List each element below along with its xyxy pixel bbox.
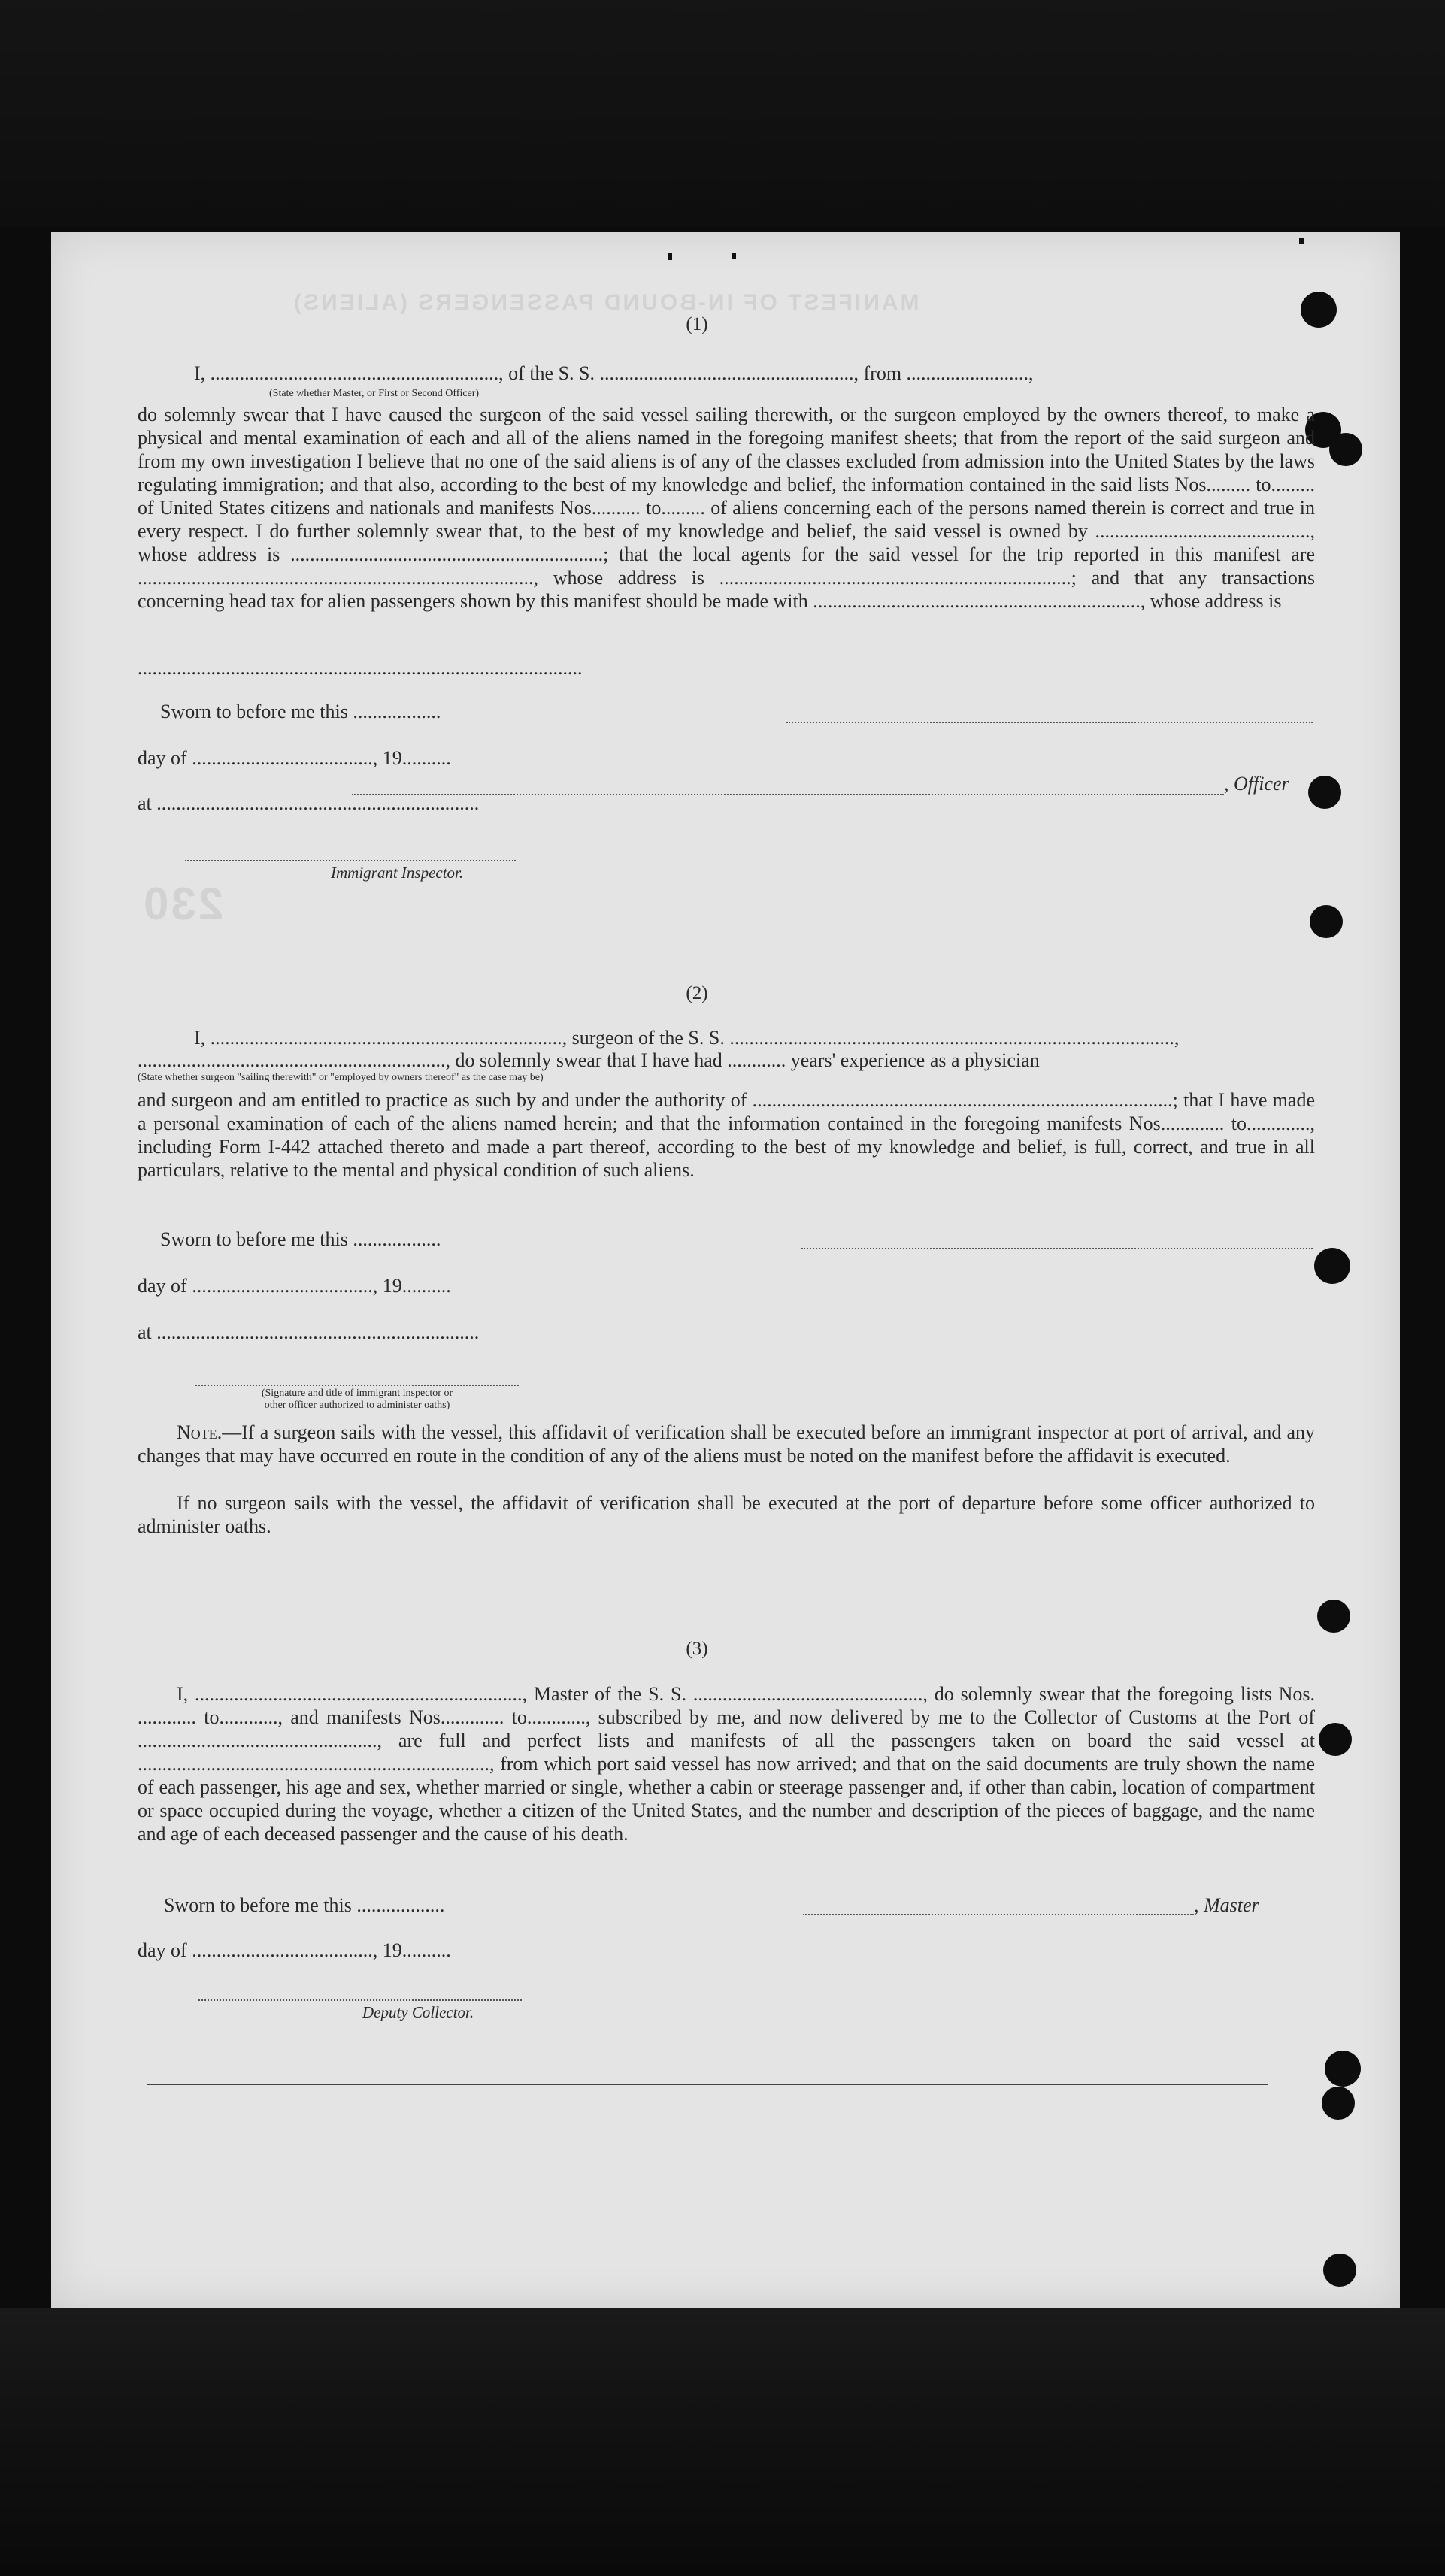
speck — [732, 253, 736, 259]
section-1-signature-line — [786, 722, 1313, 723]
speck — [668, 253, 672, 260]
speck — [1299, 238, 1304, 244]
section-2-line-1: I, ........................................................................, surgeon of the S. S. ..........................................................................................., — [194, 1027, 1180, 1049]
bleed-through-number: 230 — [141, 879, 224, 929]
bottom-rule — [147, 2084, 1268, 2085]
section-3-sworn: Sworn to before me this .................. — [164, 1894, 445, 1916]
punch-hole — [1329, 433, 1362, 466]
officer-label: Officer — [1234, 773, 1289, 795]
section-2-day: day of ....................................., 19.......... — [138, 1275, 451, 1297]
bleed-through-text: MANIFEST OF IN-BOUND PASSENGERS (ALIENS) — [292, 290, 919, 315]
manifest-page — [51, 232, 1400, 2308]
section-3-number: (3) — [686, 1639, 708, 1659]
section-1-officer-note: (State whether Master, or First or Second Officer) — [269, 388, 480, 399]
section-2-note-2: If no surgeon sails with the vessel, the affidavit of verification shall be executed at the port of departure before some officer authorized to administer oaths. — [138, 1492, 1315, 1537]
punch-hole — [1325, 2051, 1361, 2087]
section-1-at: at .................................................................. — [138, 792, 480, 814]
section-1-officer-label: , Officer — [1224, 773, 1289, 795]
section-2-number: (2) — [686, 983, 708, 1003]
section-1-line-1: I, ..........................................................., of the S. S. ...................................................., from ........................., — [194, 362, 1034, 384]
scan-background-top — [0, 0, 1445, 226]
section-2-sig-note-1: (Signature and title of immigrant inspector or — [261, 1388, 453, 1399]
section-1-day: day of ....................................., 19.......... — [138, 747, 451, 769]
section-2-body: and surgeon and am entitled to practice as such by and under the authority of ......................................................................................; that I have made a personal examination of each of the aliens named herein; and that the information contained in the foregoing manifests Nos............. to............., including Form I-442 attached thereto and made a part thereof, according to the best of my knowledge and belief, is full, correct, and true in all particulars, relative to the mental and physical condition of such aliens. — [138, 1089, 1315, 1181]
punch-hole — [1314, 1248, 1350, 1284]
section-1-inspector-label: Immigrant Inspector. — [331, 864, 464, 882]
section-2-at: at .................................................................. — [138, 1321, 480, 1343]
section-3-deputy-label: Deputy Collector. — [362, 2003, 474, 2021]
punch-hole — [1319, 1723, 1352, 1756]
punch-hole — [1308, 776, 1341, 809]
scan-background-bottom — [0, 2308, 1445, 2576]
punch-hole — [1310, 905, 1343, 938]
section-2-note — [138, 1421, 1315, 1467]
section-3-master-label: , Master — [1194, 1894, 1259, 1916]
section-2-surgeon-note: (State whether surgeon "sailing therewith" or "employed by owners thereof" as the case may be) — [138, 1072, 544, 1083]
punch-hole — [1317, 1600, 1350, 1633]
section-2-line-2: ..............................................................., do solemnly swear that I have had ............ years' experience as a physician — [138, 1049, 1040, 1071]
section-1-officer-line — [352, 794, 1224, 795]
section-1-number: (1) — [686, 314, 708, 334]
section-2-signature-line — [801, 1248, 1313, 1249]
note-text: —If a surgeon sails with the vessel, this affidavit of verification shall be executed before an immigrant inspector at port of arrival, and any changes that may have occurred en route in the condition of any of the aliens must be noted on the manifest before the affidavit is executed. — [138, 1421, 1315, 1467]
section-2-inspector-line — [195, 1385, 519, 1386]
section-2-sig-note-2: other officer authorized to administer oaths) — [264, 1400, 450, 1411]
section-3-day: day of ....................................., 19.......... — [138, 1939, 451, 1961]
section-1-body: do solemnly swear that I have caused the surgeon of the said vessel sailing therewith, or the surgeon employed by the owners thereof, to make a physical and mental examination of each and all of the aliens named in the foregoing manifest sheets; that from the report of the said surgeon and from my own investigation I believe that no one of the said aliens is of any of the classes excluded from admission into the United States by the laws regulating immigration; and that also, according to the best of my knowledge and belief, the information contained in the said lists Nos......... to......... of United States citizens and nationals and manifests Nos.......... to......... of aliens concerning each of the persons named therein is correct and true in every respect. I do further solemnly swear that, to the best of my knowledge and belief, the said vessel is owned by ............................................, whose address is ................................................................; that the local agents for the said vessel for the trip reported in this manifest are ................................................................................., whose address is ........................................................................; and that any transactions concerning head tax for alien passengers shown by this manifest should be made with ..................................................................., whose address is — [138, 404, 1315, 612]
section-3-master-line — [803, 1914, 1194, 1915]
note-label: Note. — [177, 1421, 223, 1443]
master-label: Master — [1204, 1894, 1259, 1916]
section-2-sworn: Sworn to before me this .................. — [160, 1228, 441, 1250]
section-1-dots: ........................................................................................... — [138, 657, 583, 679]
punch-hole — [1301, 292, 1337, 328]
punch-hole — [1323, 2254, 1356, 2287]
punch-hole — [1322, 2087, 1355, 2120]
section-3-body: I, ..................................................................., Master of the S. S. ..............................................., do solemnly swear that the foregoing lists Nos. ............ to............, and manifests Nos............. to............, subscribed by me, and now delivered by me to the Collector of Customs at the Port of ................................................., are full and perfect lists and manifests of all the passengers taken on board the said vessel at ........................................................................, from which port said vessel has now arrived; and that on the said documents are truly shown the name of each passenger, his age and sex, whether married or single, whether a cabin or steerage passenger and, if other than cabin, location of compartment or space occupied during the voyage, whether a citizen of the United States, and the number and description of the pieces of baggage, and the name and age of each deceased passenger and the cause of his death. — [138, 1683, 1315, 1845]
section-1-sworn: Sworn to before me this .................. — [160, 701, 441, 722]
